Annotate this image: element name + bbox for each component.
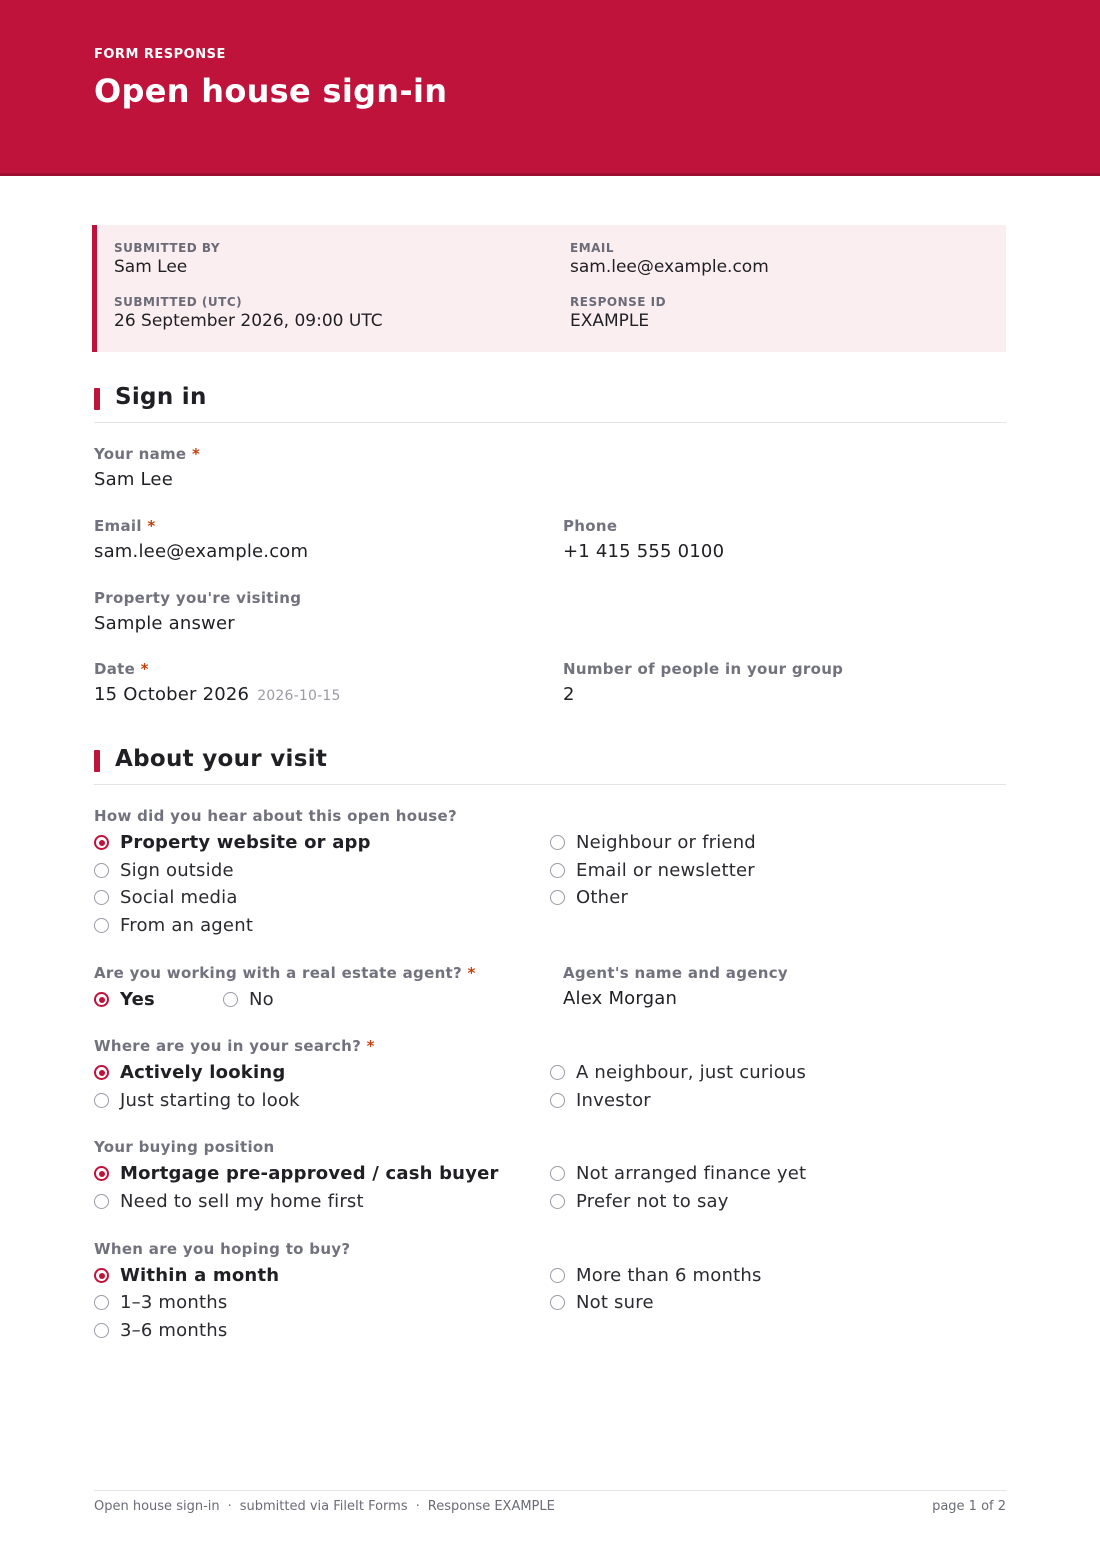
radio-icon xyxy=(550,1065,565,1080)
radio-selected-icon xyxy=(94,1065,109,1080)
meta-email xyxy=(570,241,769,277)
submitted-by xyxy=(114,241,220,277)
field-agent-name xyxy=(563,964,788,1009)
response-id-label: RESPONSE ID xyxy=(570,295,667,309)
footer-divider xyxy=(94,1490,1006,1491)
field-label: Email * xyxy=(94,517,156,535)
field-date xyxy=(94,660,341,705)
radio-icon xyxy=(550,835,565,850)
field-phone xyxy=(563,517,724,562)
radio-selected-icon xyxy=(94,1166,109,1181)
section-accent-bar xyxy=(94,388,100,410)
submitted-utc-label: SUBMITTED (UTC) xyxy=(114,295,243,309)
option-radio[interactable]: More than 6 months xyxy=(550,1265,762,1286)
field-group-size xyxy=(563,660,843,705)
question-hear xyxy=(94,807,457,825)
field-value: Alex Morgan xyxy=(563,988,678,1009)
field-your-name xyxy=(94,445,200,490)
question-label: Where are you in your search? * xyxy=(94,1037,375,1055)
page-title: Open house sign-in xyxy=(94,72,448,110)
section-title-about xyxy=(94,746,327,772)
radio-selected-icon xyxy=(94,1268,109,1283)
meta-email-label: EMAIL xyxy=(570,241,615,255)
field-value: 2 xyxy=(563,684,575,705)
footer-via: submitted via FileIt Forms xyxy=(239,1499,408,1514)
question-label: Your buying position xyxy=(94,1138,275,1156)
field-label: Number of people in your group xyxy=(563,660,844,678)
required-mark: * xyxy=(147,517,156,535)
option-radio[interactable]: Within a month xyxy=(94,1265,279,1286)
option-radio[interactable]: Email or newsletter xyxy=(550,860,755,881)
field-label: Phone xyxy=(563,517,618,535)
field-label: Property you're visiting xyxy=(94,589,302,607)
option-radio[interactable]: Actively looking xyxy=(94,1062,285,1083)
header-eyebrow: FORM RESPONSE xyxy=(94,47,226,62)
radio-icon xyxy=(550,890,565,905)
radio-icon xyxy=(94,1323,109,1338)
radio-icon xyxy=(550,1194,565,1209)
option-radio[interactable]: Prefer not to say xyxy=(550,1191,729,1212)
field-label: Your name * xyxy=(94,445,201,463)
radio-selected-icon xyxy=(94,835,109,850)
required-mark: * xyxy=(140,660,149,678)
option-radio[interactable]: Investor xyxy=(550,1090,651,1111)
option-radio[interactable]: No xyxy=(223,989,274,1010)
radio-icon xyxy=(94,1295,109,1310)
option-radio[interactable]: Mortgage pre-approved / cash buyer xyxy=(94,1163,499,1184)
radio-icon xyxy=(94,918,109,933)
option-radio[interactable]: Just starting to look xyxy=(94,1090,300,1111)
question-agent xyxy=(94,964,476,982)
field-value: +1 415 555 0100 xyxy=(563,541,725,562)
question-label: When are you hoping to buy? xyxy=(94,1240,351,1258)
option-radio[interactable]: A neighbour, just curious xyxy=(550,1062,806,1083)
submission-meta xyxy=(92,225,1006,352)
section-title-text: About your visit xyxy=(115,746,328,772)
field-value: Sample answer xyxy=(94,613,235,634)
footer-info xyxy=(94,1499,555,1514)
field-value: Sam Lee xyxy=(94,469,173,490)
option-radio[interactable]: From an agent xyxy=(94,915,253,936)
footer-separator: · xyxy=(227,1499,232,1514)
radio-icon xyxy=(550,1295,565,1310)
response-id xyxy=(570,295,666,331)
radio-icon xyxy=(94,1093,109,1108)
date-iso: 2026-10-15 xyxy=(257,688,341,704)
question-timeline xyxy=(94,1240,350,1258)
question-position xyxy=(94,1138,274,1156)
radio-icon xyxy=(94,1194,109,1209)
option-radio[interactable]: Social media xyxy=(94,887,238,908)
radio-icon xyxy=(550,1166,565,1181)
option-radio[interactable]: Not arranged finance yet xyxy=(550,1163,806,1184)
radio-icon xyxy=(550,863,565,878)
field-value: sam.lee@example.com xyxy=(94,541,309,562)
required-mark: * xyxy=(467,964,476,982)
footer-response: Response EXAMPLE xyxy=(427,1499,555,1514)
option-radio[interactable]: 1–3 months xyxy=(94,1292,227,1313)
radio-icon xyxy=(94,890,109,905)
field-label: Date * xyxy=(94,660,149,678)
footer-separator: · xyxy=(415,1499,420,1514)
section-title-text: Sign in xyxy=(115,384,207,410)
required-mark: * xyxy=(191,445,201,463)
option-radio[interactable]: Neighbour or friend xyxy=(550,832,756,853)
submitted-by-label: SUBMITTED BY xyxy=(114,241,221,255)
footer-form-name: Open house sign-in xyxy=(94,1499,220,1514)
field-email xyxy=(94,517,308,562)
page-number: page 1 of 2 xyxy=(932,1499,1006,1514)
option-radio[interactable]: Need to sell my home first xyxy=(94,1191,364,1212)
field-value: 15 October 2026 2026-10-15 xyxy=(94,684,341,705)
section-divider xyxy=(94,784,1006,785)
section-accent-bar xyxy=(94,750,100,772)
option-radio[interactable]: Yes xyxy=(94,989,155,1010)
option-radio[interactable]: Sign outside xyxy=(94,860,234,881)
submitted-utc-value: 26 September 2026, 09:00 UTC xyxy=(114,311,383,331)
form-header xyxy=(0,0,1100,176)
question-search xyxy=(94,1037,375,1055)
option-radio[interactable]: Property website or app xyxy=(94,832,371,853)
meta-email-value: sam.lee@example.com xyxy=(570,257,769,277)
required-mark: * xyxy=(366,1037,375,1055)
option-radio[interactable]: Other xyxy=(550,887,628,908)
option-radio[interactable]: Not sure xyxy=(550,1292,654,1313)
radio-icon xyxy=(550,1093,565,1108)
radio-selected-icon xyxy=(94,992,109,1007)
question-label: Are you working with a real estate agent? * xyxy=(94,964,476,982)
field-property xyxy=(94,589,301,634)
section-divider xyxy=(94,422,1006,423)
response-id-value: EXAMPLE xyxy=(570,311,650,331)
section-title-sign-in xyxy=(94,384,207,410)
radio-icon xyxy=(223,992,238,1007)
question-label: How did you hear about this open house? xyxy=(94,807,458,825)
submitted-utc xyxy=(114,295,383,331)
submitted-by-value: Sam Lee xyxy=(114,257,188,277)
field-label: Agent's name and agency xyxy=(563,964,788,982)
option-radio[interactable]: 3–6 months xyxy=(94,1320,227,1341)
radio-icon xyxy=(550,1268,565,1283)
radio-icon xyxy=(94,863,109,878)
